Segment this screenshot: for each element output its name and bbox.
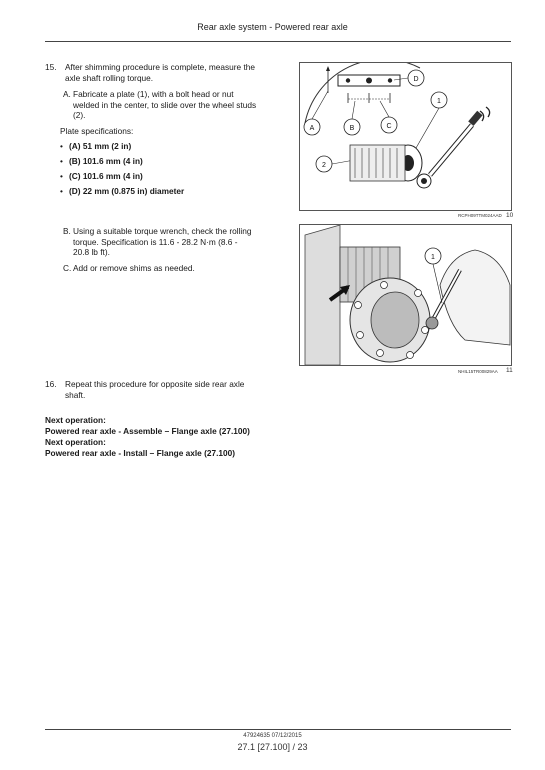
figure-10-number: 10: [506, 212, 514, 219]
step-15: [45, 62, 283, 83]
step-16-line-1: Repeat this procedure for opposite side rear axle: [65, 379, 245, 389]
sub-a-line-3: (2).: [73, 110, 86, 120]
sub-b-line-2: torque. Specification is 11.6 - 28.2 N·m (8.6 -: [73, 236, 238, 247]
step-16-line-2: shaft.: [65, 389, 86, 400]
plate-spec-label: Plate specifications:: [60, 126, 134, 136]
step-16: [45, 379, 283, 400]
step-15-line-2: axle shaft rolling torque.: [65, 72, 154, 83]
step-15-sub-c: [63, 263, 281, 274]
callout-label: A: [309, 125, 315, 132]
spec-item-a: • (A) 51 mm (2 in): [60, 141, 132, 151]
sub-letter: C.: [63, 263, 72, 273]
step-15-sub-a: [63, 89, 281, 121]
step-15-line-1: After shimming procedure is complete, measure the: [65, 62, 255, 72]
figure-11-number: 11: [506, 367, 513, 374]
spec-item-d: • (D) 22 mm (0.875 in) diameter: [60, 186, 185, 196]
sub-letter: A.: [63, 89, 71, 99]
callout-label: C: [386, 123, 392, 130]
figure-11-illustration: [300, 225, 511, 365]
step-number: 15.: [45, 62, 57, 72]
footer-doc-number: 47924635 07/12/2015: [243, 733, 302, 739]
sub-c-text: Add or remove shims as needed.: [73, 263, 195, 273]
sub-a-line-1: Fabricate a plate (1), with a bolt head or nut: [73, 89, 234, 99]
figure-10-image: [299, 62, 512, 211]
figure-11-caption: NHIL15TR00829AA: [458, 369, 498, 374]
callout-label: 1: [437, 98, 441, 105]
callout-label: B: [349, 125, 355, 132]
header-rule: [45, 41, 511, 42]
figure-11-image: [299, 224, 512, 366]
footer-page-number: 27.1 [27.100] / 23: [237, 742, 308, 752]
next-operation-link-2[interactable]: Powered rear axle - Install – Flange axle (27.100): [45, 448, 235, 458]
sub-a-line-2: welded in the center, to slide over the wheel studs: [73, 99, 257, 110]
figure-10-illustration: [300, 63, 511, 210]
figure-10-caption: RCPH09TTM024AAD: [458, 213, 502, 218]
callout-label: 2: [322, 162, 326, 169]
step-15-sub-b: [63, 226, 281, 258]
callout-label: D: [413, 76, 419, 83]
sub-b-line-1: Using a suitable torque wrench, check the rolling: [73, 226, 252, 236]
next-operation-label-2: Next operation:: [45, 437, 106, 447]
spec-item-c: • (C) 101.6 mm (4 in): [60, 171, 143, 181]
next-operation-label-1: Next operation:: [45, 415, 106, 425]
page-header-title: Rear axle system - Powered rear axle: [197, 22, 348, 32]
step-number: 16.: [45, 379, 57, 389]
next-operation-link-1[interactable]: Powered rear axle - Assemble – Flange axle (27.100): [45, 426, 250, 436]
footer-rule: [45, 729, 511, 730]
sub-letter: B.: [63, 226, 71, 236]
callout-label: 1: [431, 254, 435, 261]
spec-item-b: • (B) 101.6 mm (4 in): [60, 156, 143, 166]
sub-b-line-3: 20.8 lb ft).: [73, 247, 110, 257]
